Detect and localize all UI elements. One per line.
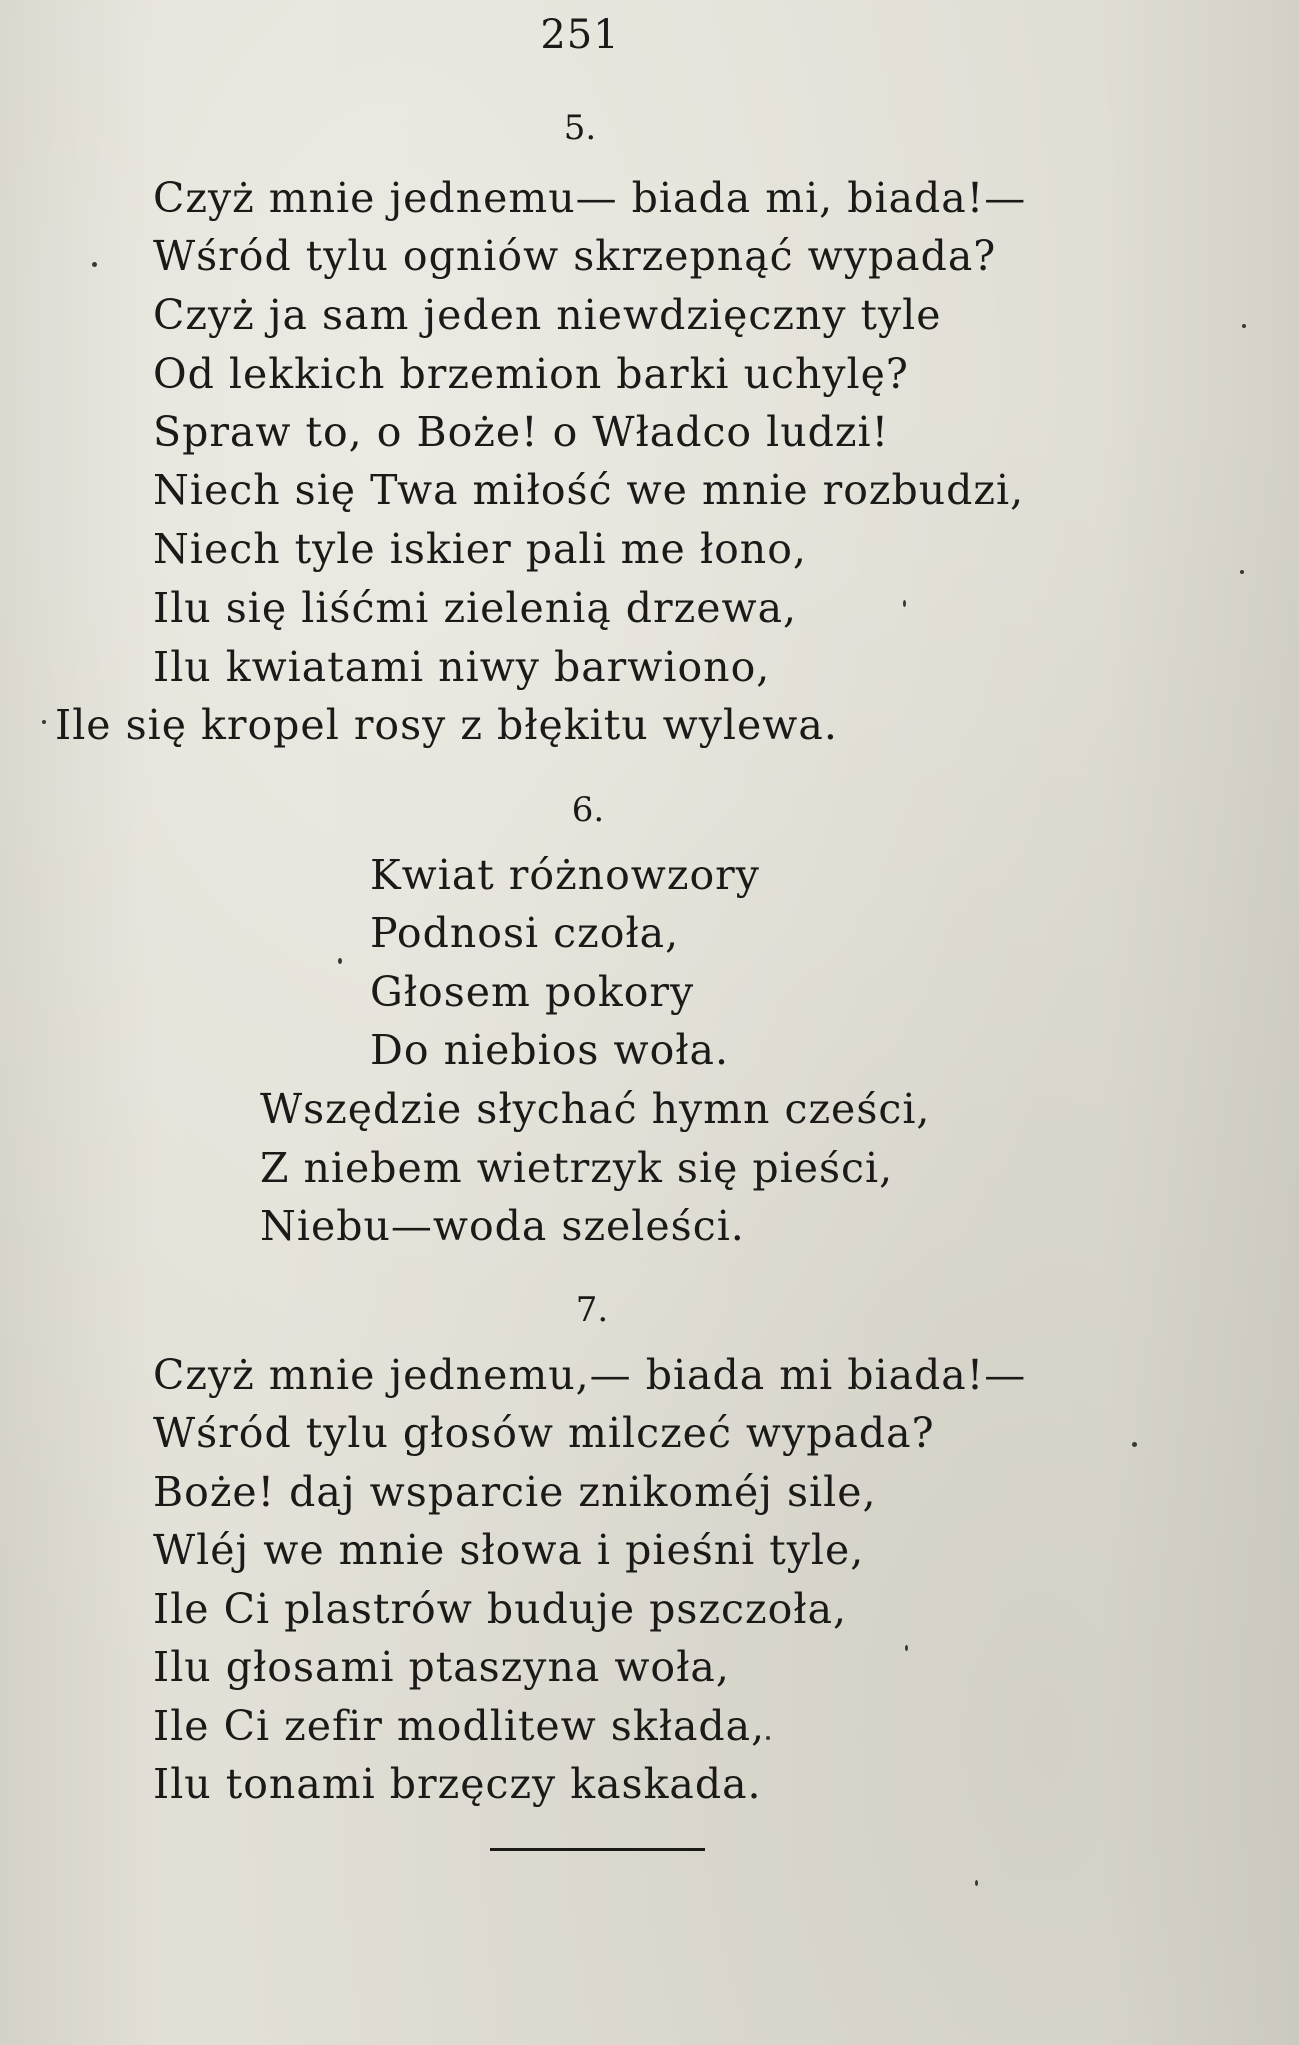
paper-speck (766, 1736, 770, 1740)
poem-line: Wśród tylu ogniów skrzepnąć wypada? (153, 232, 997, 280)
paper-speck (975, 1880, 978, 1886)
poem-line: Podnosi czoła, (370, 909, 680, 957)
poem-line: Ilu tonami brzęczy kaskada. (153, 1760, 762, 1808)
poem-line: Wszędzie słychać hymn cześci, (260, 1085, 931, 1133)
paper-speck (903, 600, 906, 607)
paper-speck (1132, 1442, 1137, 1447)
poem-line: Do niebios woła. (370, 1026, 730, 1074)
poem-line: Głosem pokory (370, 968, 695, 1016)
poem-line: Ile Ci plastrów buduje pszczoła, (153, 1585, 848, 1633)
paper-speck (338, 958, 342, 964)
paper-speck (1240, 570, 1244, 574)
stanza-number-5: 5. (563, 108, 597, 148)
paper-speck (905, 1645, 908, 1651)
poem-line: Od lekkich brzemion barki uchylę? (153, 350, 909, 398)
poem-line: Niech tyle iskier pali me łono, (153, 525, 807, 573)
closing-rule (490, 1848, 705, 1851)
poem-line: Niebu—woda szeleści. (260, 1202, 745, 1250)
poem-line: Czyż ja sam jeden niewdzięczny tyle (153, 291, 942, 339)
poem-line: Z niebem wietrzyk się pieści, (260, 1144, 894, 1192)
poem-line: Ile się kropel rosy z błękitu wylewa. (55, 701, 838, 749)
paper-speck (42, 720, 46, 724)
page-number: 251 (540, 12, 620, 58)
stanza-number-6: 6. (571, 790, 605, 830)
poem-line: Czyż mnie jednemu— biada mi, biada!— (153, 174, 1027, 222)
poem-line: Ilu kwiatami niwy barwiono, (153, 643, 771, 691)
poem-line: Ilu głosami ptaszyna woła, (153, 1643, 730, 1691)
poem-line: Spraw to, o Boże! o Władco ludzi! (153, 408, 890, 456)
poem-line: Wśród tylu głosów milczeć wypada? (153, 1409, 935, 1457)
poem-line: Niech się Twa miłość we mnie rozbudzi, (153, 466, 1025, 514)
paper-speck (92, 262, 97, 267)
paper-speck (1242, 324, 1246, 328)
poem-line: Wléj we mnie słowa i pieśni tyle, (153, 1526, 865, 1574)
poem-line: Ilu się liśćmi zielenią drzewa, (153, 584, 798, 632)
stanza-number-7: 7. (575, 1290, 609, 1330)
poem-line: Ile Ci zefir modlitew składa, (153, 1702, 766, 1750)
poem-line: Kwiat różnowzory (370, 851, 760, 899)
poem-line: Czyż mnie jednemu,— biada mi biada!— (153, 1351, 1027, 1399)
poem-line: Boże! daj wsparcie znikoméj sile, (153, 1468, 877, 1516)
